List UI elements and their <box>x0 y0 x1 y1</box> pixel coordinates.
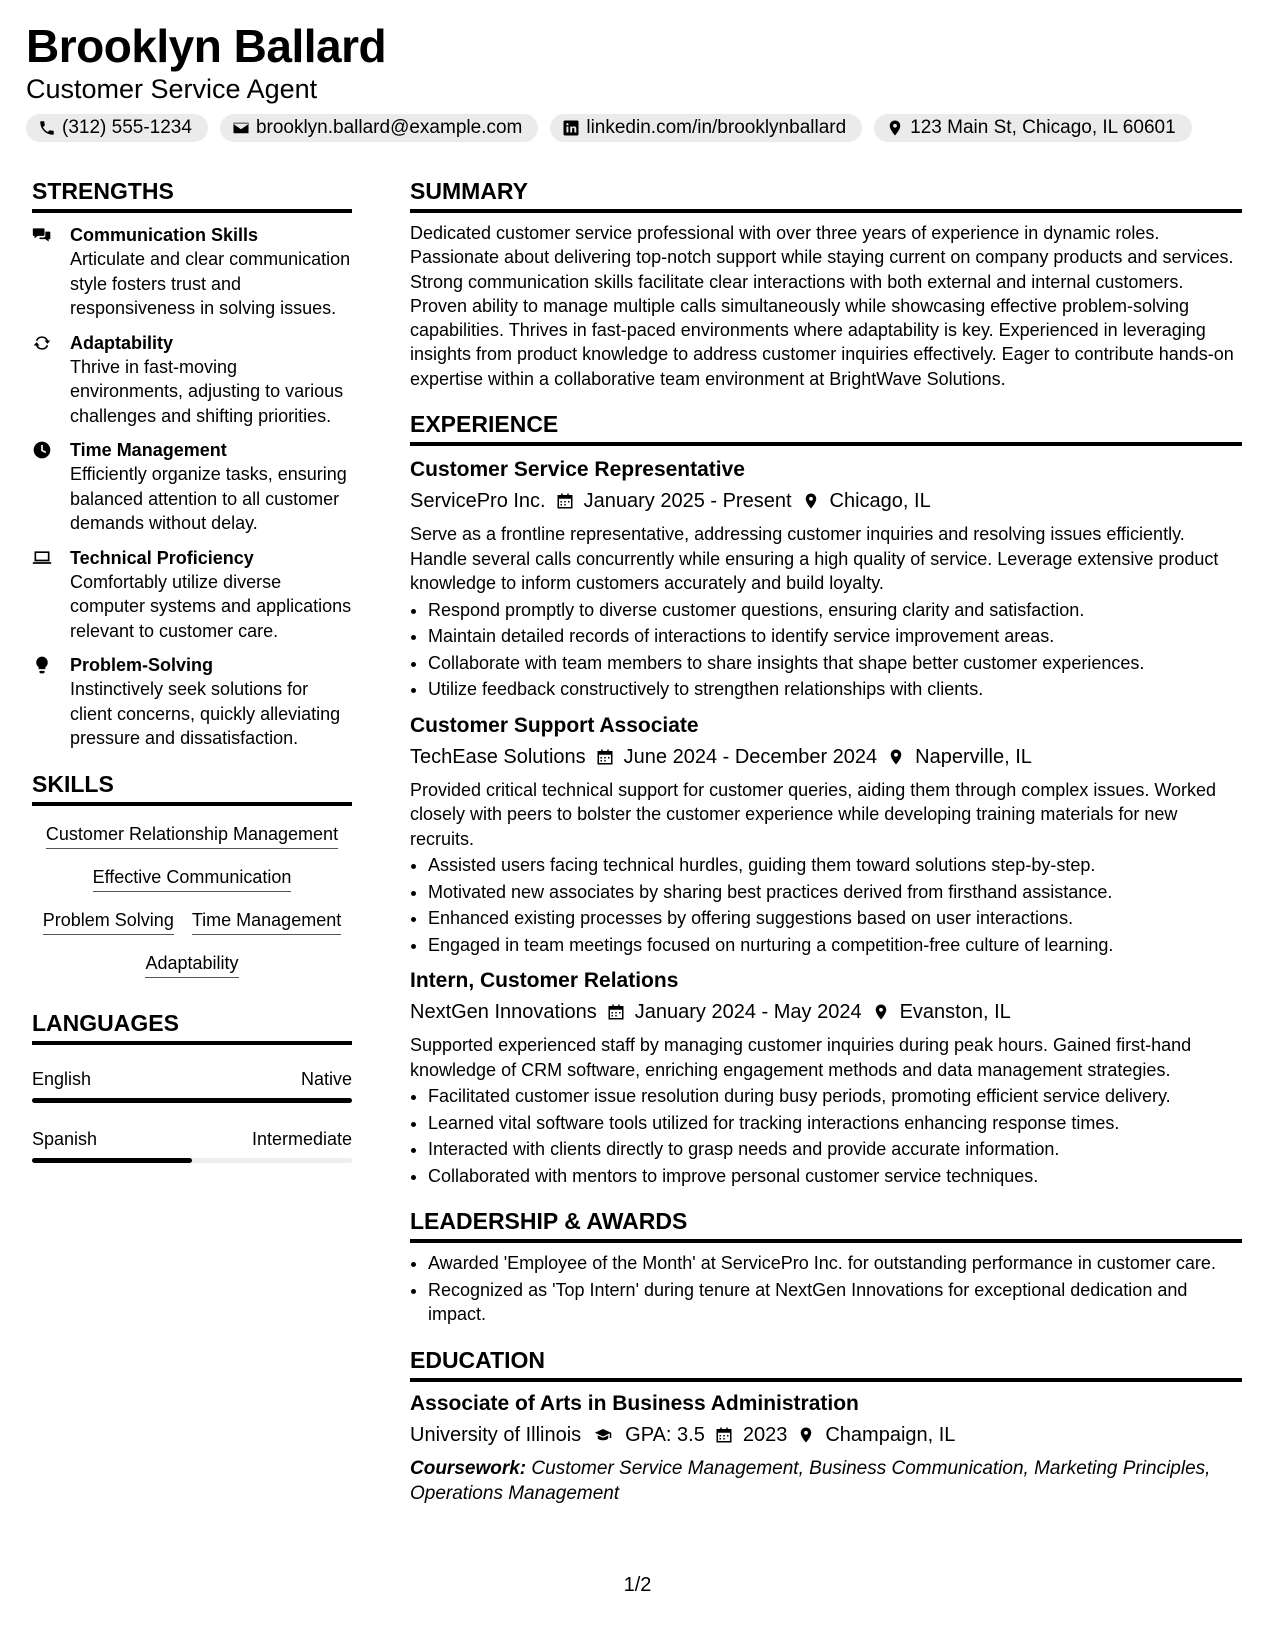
location-pin-icon <box>886 119 904 137</box>
contact-email[interactable] <box>220 114 538 142</box>
comments-icon <box>32 225 52 245</box>
strength-title: Communication Skills <box>70 225 259 245</box>
right-column <box>410 176 1242 1524</box>
award-bullet: • Awarded 'Employee of the Month' at ServicePro Inc. for outstanding performance in customer care. <box>428 1251 1242 1276</box>
language-item <box>32 1129 352 1163</box>
language-bar-fill <box>32 1098 352 1103</box>
strength-desc: Thrive in fast-moving environments, adjusting to various challenges and shifting priorities. <box>70 356 344 426</box>
language-level: Native <box>300 1068 352 1089</box>
calendar-icon <box>607 1003 625 1021</box>
strength-item <box>32 331 352 429</box>
contact-address-text: 123 Main St, Chicago, IL 60601 <box>910 117 1176 138</box>
award-bullet: • Recognized as 'Top Intern' during tenure at NextGen Innovations for exceptional dedication and impact. <box>428 1278 1242 1327</box>
skill-tag: Customer Relationship Management <box>46 822 338 849</box>
language-name: English <box>32 1068 92 1089</box>
clock-icon <box>32 440 52 460</box>
school-location: Champaign, IL <box>825 1423 956 1446</box>
left-column <box>32 176 352 1181</box>
page-number: 1/2 <box>623 1574 652 1596</box>
job-title: Intern, Customer Relations <box>410 969 679 993</box>
summary-section <box>410 176 1242 391</box>
job-dates: January 2025 - Present <box>583 490 792 513</box>
languages-heading: LANGUAGES <box>32 1008 352 1045</box>
company-name: TechEase Solutions <box>410 745 586 768</box>
contact-phone-text: (312) 555-1234 <box>62 117 192 138</box>
job-bullet: • Maintain detailed records of interactions to identify service improvement areas. <box>428 624 1242 649</box>
education-heading: EDUCATION <box>410 1345 1242 1382</box>
job-bullet: • Utilize feedback constructively to strengthen relationships with clients. <box>428 677 1242 702</box>
job-bullets <box>410 598 1242 702</box>
company-name: NextGen Innovations <box>410 1001 597 1024</box>
job-bullet: • Respond promptly to diverse customer questions, ensuring clarity and satisfaction. <box>428 598 1242 623</box>
languages-section <box>32 1008 352 1163</box>
summary-heading: SUMMARY <box>410 176 1242 213</box>
skill-tag: Adaptability <box>145 951 238 978</box>
contact-linkedin[interactable] <box>550 114 862 142</box>
job-bullet: • Facilitated customer issue resolution during busy periods, promoting efficient service delivery. <box>428 1084 1242 1109</box>
leadership-heading: LEADERSHIP & AWARDS <box>410 1206 1242 1243</box>
strength-desc: Instinctively seek solutions for client concerns, quickly alleviating pressure and dissatisfaction. <box>70 679 341 748</box>
contact-phone[interactable] <box>26 114 208 142</box>
skill-tag: Problem Solving <box>43 908 174 935</box>
job-description: Serve as a frontline representative, addressing customer inquiries and resolving issues efficiently. Handle several calls concurrently while ensuring a high quality of service. Leverage extensive product knowledge to inform customers accurately and build loyalty. <box>410 524 1219 594</box>
strength-desc: Articulate and clear communication style fosters trust and responsiveness in solving issues. <box>70 249 351 318</box>
job-bullet: • Enhanced existing processes by offering suggestions based on user interactions. <box>428 906 1242 931</box>
strength-item <box>32 223 352 321</box>
job-title: Customer Service Representative <box>410 458 745 482</box>
language-bar <box>32 1158 352 1163</box>
phone-icon <box>38 119 56 137</box>
job-entry <box>410 967 1242 1188</box>
strength-item <box>32 546 352 644</box>
location-pin-icon <box>872 1003 890 1021</box>
job-bullet: • Motivated new associates by sharing best practices derived from firsthand assistance. <box>428 880 1242 905</box>
job-bullets <box>410 853 1242 957</box>
language-bar-fill <box>32 1158 192 1163</box>
leadership-bullets <box>410 1251 1242 1327</box>
job-title: Customer Service Agent <box>26 74 318 104</box>
skills-section <box>32 769 352 978</box>
envelope-icon <box>232 119 250 137</box>
language-name: Spanish <box>32 1128 98 1149</box>
coursework <box>410 1456 1242 1506</box>
job-bullet: • Assisted users facing technical hurdles, guiding them toward solutions step-by-step. <box>428 853 1242 878</box>
contact-address[interactable] <box>874 114 1191 142</box>
contact-bar <box>26 114 1192 142</box>
skills-heading: SKILLS <box>32 769 352 806</box>
linkedin-icon <box>562 119 580 137</box>
calendar-icon <box>715 1426 733 1444</box>
strength-title: Problem-Solving <box>70 655 214 675</box>
strengths-section <box>32 176 352 751</box>
job-bullet: • Collaborate with team members to share insights that shape better customer experiences. <box>428 651 1242 676</box>
job-title: Customer Support Associate <box>410 713 699 737</box>
school-name: University of Illinois <box>410 1423 582 1446</box>
job-location: Chicago, IL <box>829 490 931 513</box>
job-description: Provided critical technical support for customer queries, aiding them through complex issues. Worked closely with peers to bolster the customer experience while developing training materials for new recruits. <box>410 779 1217 849</box>
laptop-icon <box>32 548 52 568</box>
job-dates: January 2024 - May 2024 <box>634 1001 862 1024</box>
strength-desc: Efficiently organize tasks, ensuring balanced attention to all customer demands without delay. <box>70 464 347 533</box>
job-entry <box>410 712 1242 958</box>
coursework-label: Coursework: <box>410 1457 527 1479</box>
strength-title: Time Management <box>70 440 227 460</box>
experience-heading: EXPERIENCE <box>410 409 1242 446</box>
contact-email-text: brooklyn.ballard@example.com <box>255 117 523 138</box>
strength-title: Adaptability <box>70 332 174 353</box>
location-pin-icon <box>802 492 820 510</box>
lightbulb-icon <box>32 655 52 675</box>
job-bullet: • Engaged in team meetings focused on nurturing a competition-free culture of learning. <box>428 933 1242 958</box>
candidate-name: Brooklyn Ballard <box>26 20 387 72</box>
gpa: GPA: 3.5 <box>625 1423 705 1446</box>
strength-desc: Comfortably utilize diverse computer systems and applications relevant to customer care. <box>70 571 352 641</box>
calendar-icon <box>596 748 614 766</box>
strength-item <box>32 438 352 536</box>
calendar-icon <box>556 492 574 510</box>
job-bullet: • Collaborated with mentors to improve personal customer service techniques. <box>428 1164 1242 1189</box>
location-pin-icon <box>887 748 905 766</box>
skill-tag: Effective Communication <box>93 865 292 892</box>
education-section <box>410 1345 1242 1506</box>
language-level: Intermediate <box>251 1128 352 1149</box>
job-bullet: • Learned vital software tools utilized for tracking interactions enhancing response times. <box>428 1111 1242 1136</box>
language-bar <box>32 1098 352 1103</box>
skill-tag: Time Management <box>192 908 341 935</box>
job-entry <box>410 456 1242 702</box>
strengths-heading: STRENGTHS <box>32 176 352 213</box>
graduation-cap-icon <box>591 1426 615 1444</box>
coursework-list: Customer Service Management, Business Communication, Marketing Principles, Operations Management <box>410 1457 1211 1504</box>
job-location: Naperville, IL <box>915 745 1032 768</box>
skills-list <box>32 822 352 978</box>
contact-linkedin-text: linkedin.com/in/brooklynballard <box>586 117 847 138</box>
location-pin-icon <box>797 1426 815 1444</box>
language-item <box>32 1069 352 1103</box>
strength-item <box>32 653 352 751</box>
strength-title: Technical Proficiency <box>70 547 254 568</box>
graduation-year: 2023 <box>742 1423 788 1446</box>
job-description: Supported experienced staff by managing customer inquiries during peak hours. Gained first-hand knowledge of CRM software, enriching engagement methods and data management strategies. <box>410 1035 1192 1080</box>
degree-title: Associate of Arts in Business Administration <box>410 1391 859 1415</box>
job-bullet: • Interacted with clients directly to grasp needs and provide accurate information. <box>428 1137 1242 1162</box>
sync-icon <box>32 333 52 353</box>
company-name: ServicePro Inc. <box>410 490 546 513</box>
job-bullets <box>410 1084 1242 1188</box>
job-dates: June 2024 - December 2024 <box>623 745 878 768</box>
experience-section <box>410 409 1242 1188</box>
summary-text: Dedicated customer service professional with over three years of experience in dynamic roles. Passionate about delivering top-notch support while staying current on company products and services. Strong communication skills facilitate clear interactions with both external and internal customers. Proven ability to manage multiple calls simultaneously while showcasing effective problem-solving capabilities. Thrives in fast-paced environments where adaptability is key. Experienced in leveraging insights from product knowledge to address customer inquiries effectively. Eager to contribute hands-on expertise within a collaborative team environment at BrightWave Solutions. <box>410 223 1234 389</box>
leadership-section <box>410 1206 1242 1327</box>
job-location: Evanston, IL <box>899 1001 1011 1024</box>
